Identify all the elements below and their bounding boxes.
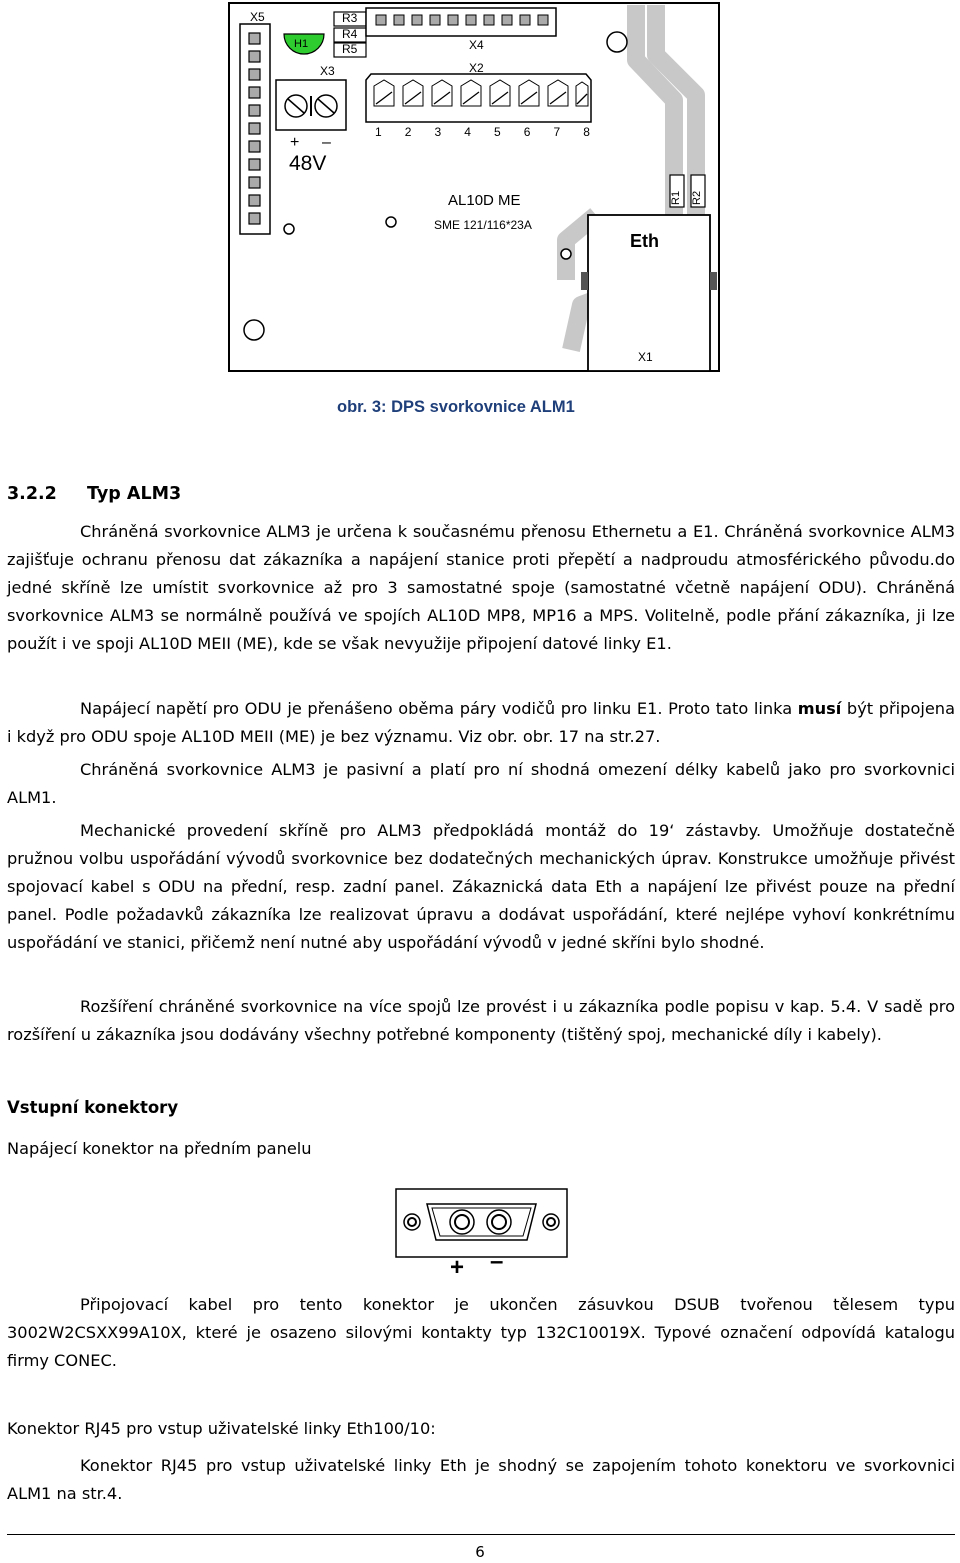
paragraph-text: Napájecí napětí pro ODU je přenášeno oběma páry vodičů pro linku E1. Proto tato linka — [80, 699, 798, 718]
paragraph: Mechanické provedení skříně pro ALM3 předpokládá montáž do 19‘ zástavby. Umožňuje dostatečně pružnou volbu uspořádání vývodů svorkovnice bez dodatečných mechanických úprav. Konstrukce umožňuje přivést spojovací kabel s ODU na přední, resp. zadní panel. Zákaznická data Eth a napájení lze přivést pouze na přední panel. Podle požadavků zákazníka lze realizovat úpravu a dodávat uspořádání, které nejlépe vyhoví konkrétnímu uspořádání ve stanici, přičemž není nutné aby uspořádání vývodů v jedné skříni bylo shodné. — [7, 821, 955, 952]
pin-number: 3 — [434, 125, 442, 139]
label-board-name: AL10D ME — [448, 192, 521, 209]
label-r2: R2 — [691, 190, 703, 205]
x2-connector — [366, 74, 591, 122]
pin-number: 5 — [494, 125, 501, 139]
dsub-connector-figure — [395, 1188, 570, 1288]
label-eth: Eth — [630, 231, 659, 251]
pin-number: 6 — [523, 125, 531, 139]
x5-connector — [240, 24, 270, 234]
label-x3: X3 — [320, 64, 335, 78]
x3-terminal — [276, 80, 346, 130]
dsub-drawing — [395, 1188, 570, 1288]
label-h1: H1 — [294, 38, 309, 50]
pcb-figure — [226, 0, 726, 380]
pin-number: 7 — [553, 125, 561, 139]
power-connector-heading: Napájecí konektor na předním panelu — [7, 1139, 312, 1158]
pin-number: 8 — [583, 125, 590, 139]
section-number: 3.2.2 — [7, 484, 57, 504]
pin-number: 4 — [464, 125, 471, 139]
label-minus: – — [322, 134, 331, 151]
label-x4: X4 — [469, 38, 484, 52]
pin-numbers — [375, 125, 590, 139]
label-r5: R5 — [342, 42, 358, 56]
paragraph: Chráněná svorkovnice ALM3 je určena k současnému přenosu Ethernetu a E1. Chráněná svorkovnice ALM3 zajišťuje ochranu přenosu dat zákazníka a napájení stanice proti přepětí a nadproudu atmosférického původu.do jedné skříně lze umístit svorkovnice až pro 3 samostatné spoje (samostatné včetně napájení ODU). Chráněná svorkovnice ALM3 se normálně používá ve spojích AL10D MP8, MP16 a MPS. Volitelně, podle přání zákazníka, ji lze použít i ve spoji AL10D MEII (ME), kde se však nevyužije připojení datové linky E1. — [7, 522, 955, 653]
paragraph — [7, 695, 955, 751]
paragraph: Rozšíření chráněné svorkovnice na více spojů lze provést i u zákazníka podle popisu v kap. 5.4. V sadě pro rozšíření u zákazníka jsou dodávány všechny potřebné komponenty (tištěný spoj, mechanické díly i kabely). — [7, 997, 955, 1044]
plus-label: + — [450, 1254, 465, 1281]
label-x2: X2 — [469, 61, 484, 75]
pcb-drawing — [226, 0, 726, 380]
label-x5: X5 — [250, 10, 265, 24]
section-heading — [7, 484, 181, 504]
label-r1: R1 — [670, 190, 682, 205]
figure-caption: obr. 3: DPS svorkovnice ALM1 — [337, 398, 575, 416]
footer-rule — [7, 1534, 955, 1535]
paragraph: Připojovací kabel pro tento konektor je ukončen zásuvkou DSUB tvořenou tělesem typu 3002W2CSXX99A10X, které je osazeno silovými kontakty typ 132C10019X. Typové označení odpovídá katalogu firmy CONEC. — [7, 1295, 955, 1370]
pin-number: 2 — [404, 125, 412, 139]
label-x1: X1 — [638, 350, 653, 364]
inputs-heading: Vstupní konektory — [7, 1098, 179, 1117]
label-plus: + — [290, 134, 300, 151]
paragraph: Konektor RJ45 pro vstup uživatelské linky Eth je shodný se zapojením tohoto konektoru ve svorkovnici ALM1 na str.4. — [7, 1456, 955, 1503]
page-number: 6 — [475, 1543, 485, 1561]
rj45-heading: Konektor RJ45 pro vstup uživatelské linky Eth100/10: — [7, 1419, 436, 1438]
label-r3: R3 — [342, 11, 358, 25]
minus-label: – — [490, 1248, 504, 1275]
label-r4: R4 — [342, 27, 358, 41]
section-title: Typ ALM3 — [87, 484, 182, 504]
label-board-code: SME 121/116*23A — [434, 218, 532, 232]
paragraph-text: být připojena i když pro ODU spoje AL10D MEII (ME) je bez významu. Viz obr. obr. 17 na str.27. — [7, 699, 955, 746]
paragraph: Chráněná svorkovnice ALM3 je pasivní a platí pro ní shodná omezení délky kabelů jako pro svorkovnici ALM1. — [7, 760, 955, 807]
pin-number: 1 — [375, 125, 382, 139]
emphasis: musí — [797, 699, 842, 718]
x4-header — [366, 8, 556, 36]
label-voltage: 48V — [289, 152, 327, 175]
